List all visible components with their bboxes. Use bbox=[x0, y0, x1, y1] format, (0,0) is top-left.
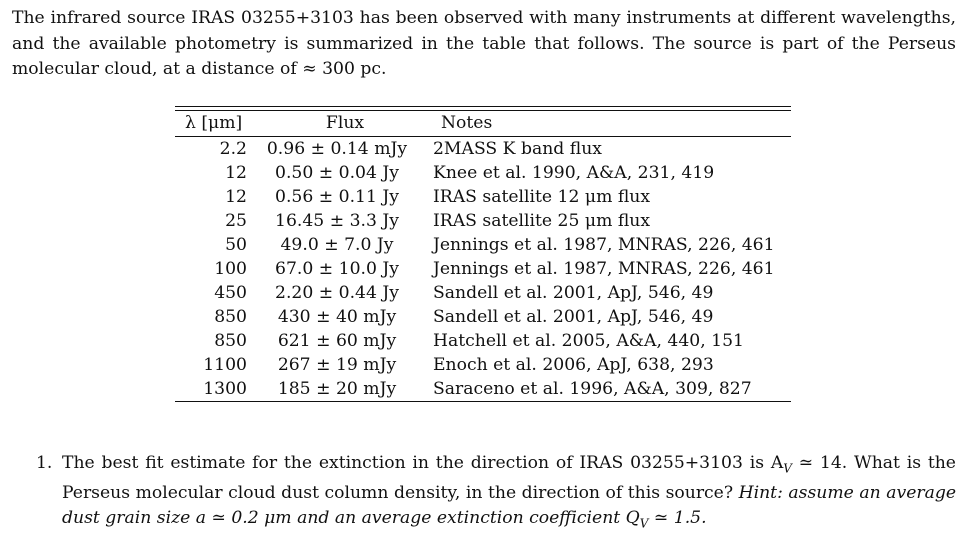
cell-wavelength: 1100 bbox=[203, 355, 247, 375]
cell-wavelength: 25 bbox=[225, 211, 247, 231]
cell-notes: Sandell et al. 2001, ApJ, 546, 49 bbox=[433, 307, 714, 327]
cell-wavelength: 12 bbox=[225, 187, 247, 207]
cell-flux: 16.45 ± 3.3 Jy bbox=[275, 211, 399, 231]
header-notes: Notes bbox=[441, 113, 493, 133]
photometry-table bbox=[175, 106, 791, 402]
intro-line-2: and the available photometry is summarized in the table that follows. The source is part of the Perseus bbox=[12, 33, 956, 54]
intro-line-3: molecular cloud, at a distance of ≈ 300 pc. bbox=[12, 59, 387, 79]
header-wavelength: λ [μm] bbox=[185, 113, 243, 133]
header-flux: Flux bbox=[325, 113, 365, 133]
table-row bbox=[175, 185, 791, 209]
cell-notes: Hatchell et al. 2005, A&A, 440, 151 bbox=[433, 331, 744, 351]
question-text bbox=[62, 451, 956, 537]
cell-notes: Jennings et al. 1987, MNRAS, 226, 461 bbox=[433, 259, 775, 279]
table-row bbox=[175, 209, 791, 233]
table-bottom-rule bbox=[175, 401, 791, 402]
question-line-1 bbox=[62, 451, 956, 481]
cell-notes: Knee et al. 1990, A&A, 231, 419 bbox=[433, 163, 715, 183]
cell-wavelength: 850 bbox=[214, 331, 247, 351]
table-row bbox=[175, 329, 791, 353]
qv-subscript: V bbox=[639, 516, 649, 531]
cell-flux: 185 ± 20 mJy bbox=[277, 379, 397, 399]
table-body bbox=[175, 137, 791, 401]
cell-wavelength: 1300 bbox=[203, 379, 247, 399]
table-top-rule bbox=[175, 106, 791, 107]
table-row bbox=[175, 305, 791, 329]
cell-wavelength: 450 bbox=[214, 283, 247, 303]
cell-wavelength: 850 bbox=[214, 307, 247, 327]
question-line-1-end: ≃ 14. What is the bbox=[791, 453, 956, 473]
cell-notes: IRAS satellite 12 μm flux bbox=[433, 187, 651, 207]
table-row bbox=[175, 137, 791, 161]
cell-flux: 430 ± 40 mJy bbox=[277, 307, 397, 327]
hint-text-end: ≃ 1.5. bbox=[648, 508, 707, 529]
cell-notes: Saraceno et al. 1996, A&A, 309, 827 bbox=[433, 379, 752, 399]
intro-line-1: The infrared source IRAS 03255+3103 has been observed with many instruments at different wavelengths, bbox=[12, 8, 956, 28]
cell-notes: Jennings et al. 1987, MNRAS, 226, 461 bbox=[433, 235, 775, 255]
av-subscript: V bbox=[783, 461, 792, 476]
question-line-2 bbox=[62, 481, 956, 506]
cell-flux: 2.20 ± 0.44 Jy bbox=[275, 283, 399, 303]
table-header-row bbox=[175, 111, 791, 136]
cell-notes: Sandell et al. 2001, ApJ, 546, 49 bbox=[433, 283, 714, 303]
cell-flux: 0.96 ± 0.14 mJy bbox=[266, 139, 408, 159]
hint-text-continued: dust grain size a ≃ 0.2 μm and an average extinction coefficient Q bbox=[62, 508, 640, 529]
cell-flux: 621 ± 60 mJy bbox=[277, 331, 397, 351]
question-line-3 bbox=[62, 506, 956, 536]
cell-wavelength: 2.2 bbox=[219, 139, 247, 159]
cell-flux: 0.50 ± 0.04 Jy bbox=[275, 163, 399, 183]
intro-paragraph bbox=[12, 6, 956, 83]
table-row bbox=[175, 257, 791, 281]
cell-flux: 49.0 ± 7.0 Jy bbox=[280, 235, 394, 255]
hint-text: Hint: assume an average bbox=[738, 483, 956, 504]
cell-flux: 67.0 ± 10.0 Jy bbox=[275, 259, 399, 279]
question-line-2-text: Perseus molecular cloud dust column density, in the direction of this source? bbox=[62, 483, 734, 504]
table-row bbox=[175, 281, 791, 305]
cell-flux: 267 ± 19 mJy bbox=[277, 355, 397, 375]
cell-notes: 2MASS K band flux bbox=[433, 139, 602, 159]
cell-notes: Enoch et al. 2006, ApJ, 638, 293 bbox=[433, 355, 714, 375]
question-number: 1. bbox=[36, 453, 53, 473]
table-row bbox=[175, 161, 791, 185]
cell-notes: IRAS satellite 25 μm flux bbox=[433, 211, 651, 231]
cell-wavelength: 50 bbox=[225, 235, 247, 255]
question-item bbox=[36, 451, 956, 537]
table-row bbox=[175, 377, 791, 401]
cell-wavelength: 12 bbox=[225, 163, 247, 183]
question-line-1-text: The best fit estimate for the extinction in the direction of IRAS 03255+3103 is A bbox=[62, 453, 784, 473]
cell-wavelength: 100 bbox=[214, 259, 247, 279]
table-row bbox=[175, 353, 791, 377]
table-row bbox=[175, 233, 791, 257]
cell-flux: 0.56 ± 0.11 Jy bbox=[275, 187, 399, 207]
